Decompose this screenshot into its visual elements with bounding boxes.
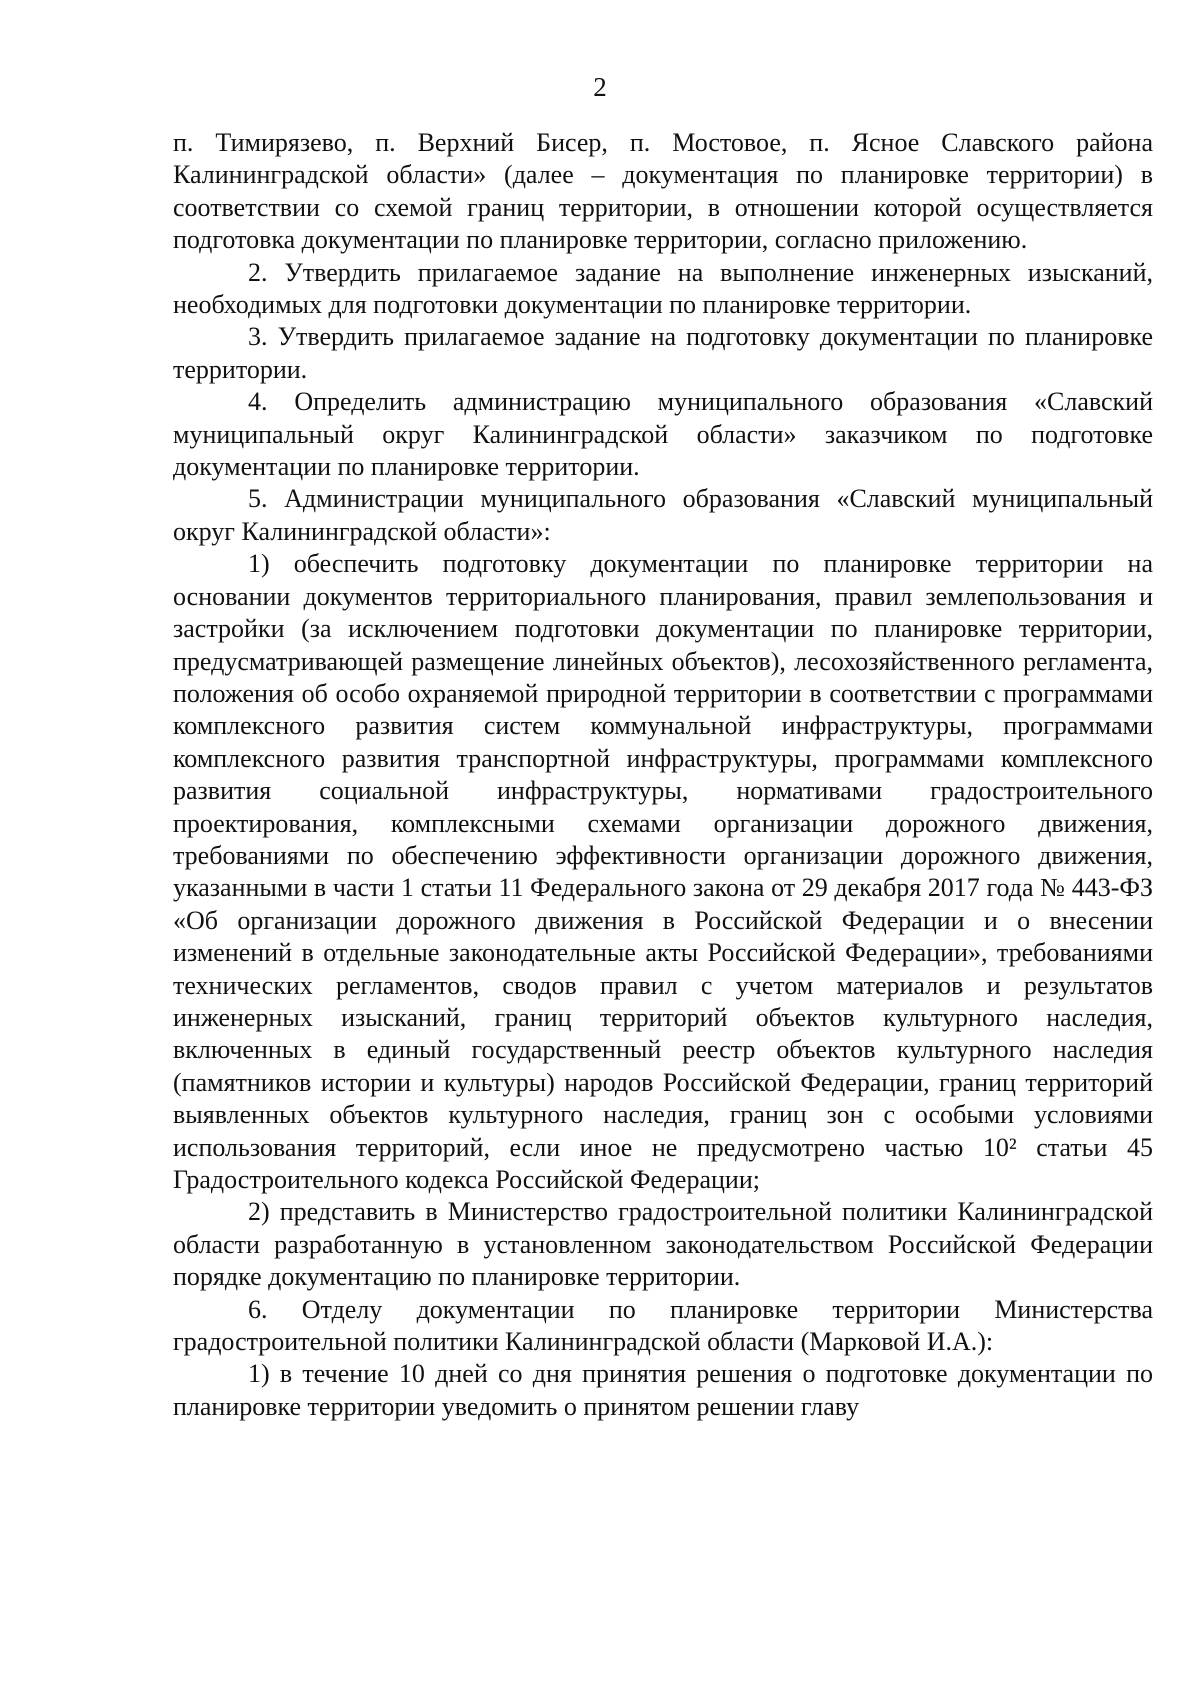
paragraph-continuation: п. Тимирязево, п. Верхний Бисер, п. Мостовое, п. Ясное Славского района Калининградской области» (далее – документация по планировке территории) в соответствии со схемой границ территории, в отношении которой осуществляется подготовка документации по планировке территории, согласно приложению.	[173, 128, 1153, 255]
paragraph-item-5-2: 2) представить в Министерство градостроительной политики Калининградской области разработанную в установленном законодательством Российской Федерации порядке документацию по планировке территории.	[173, 1197, 1153, 1292]
document-body	[173, 127, 1153, 1423]
paragraph-item-6-1: 1) в течение 10 дней со дня принятия решения о подготовке документации по планировке территории уведомить о принятом решении главу	[173, 1359, 1153, 1421]
paragraph-item-3: 3. Утвердить прилагаемое задание на подготовку документации по планировке территории.	[173, 322, 1153, 384]
page-number: 2	[593, 72, 607, 102]
paragraph-item-2: 2. Утвердить прилагаемое задание на выполнение инженерных изысканий, необходимых для подготовки документации по планировке территории.	[173, 257, 1153, 320]
paragraph-item-5-1: 1) обеспечить подготовку документации по планировке территории на основании документов территориального планирования, правил землепользования и застройки (за исключением подготовки документации по планировке территории, предусматривающей размещение линейных объектов), лесохозяйственного регламента, положения об особо охраняемой природной территории в соответствии с программами комплексного развития систем коммунальной инфраструктуры, программами комплексного развития транспортной инфраструктуры, программами комплексного развития социальной инфраструктуры, нормативами градостроительного проектирования, комплексными схемами организации дорожного движения, требованиями по обеспечению эффективности организации дорожного движения, указанными в части 1 статьи 11 Федерального закона от 29 декабря 2017 года № 443-ФЗ «Об организации дорожного движения в Российской Федерации и о внесении изменений в отдельные законодательные акты Российской Федерации», требованиями технических регламентов, сводов правил с учетом материалов и результатов инженерных изысканий, границ территорий объектов культурного наследия, включенных в единый государственный реестр объектов культурного наследия (памятников истории и культуры) народов Российской Федерации, границ территорий выявленных объектов культурного наследия, границ зон с особыми условиями использования территорий, если иное не предусмотрено частью 10² статьи 45 Градостроительного кодекса Российской Федерации;	[173, 549, 1153, 1194]
paragraph-item-6: 6. Отделу документации по планировке территории Министерства градостроительной политики Калининградской области (Марковой И.А.):	[173, 1294, 1153, 1357]
paragraph-item-4: 4. Определить администрацию муниципального образования «Славский муниципальный округ Калининградской области» заказчиком по подготовке документации по планировке территории.	[173, 387, 1153, 482]
paragraph-item-5: 5. Администрации муниципального образования «Славский муниципальный округ Калининградской области»:	[173, 484, 1153, 546]
